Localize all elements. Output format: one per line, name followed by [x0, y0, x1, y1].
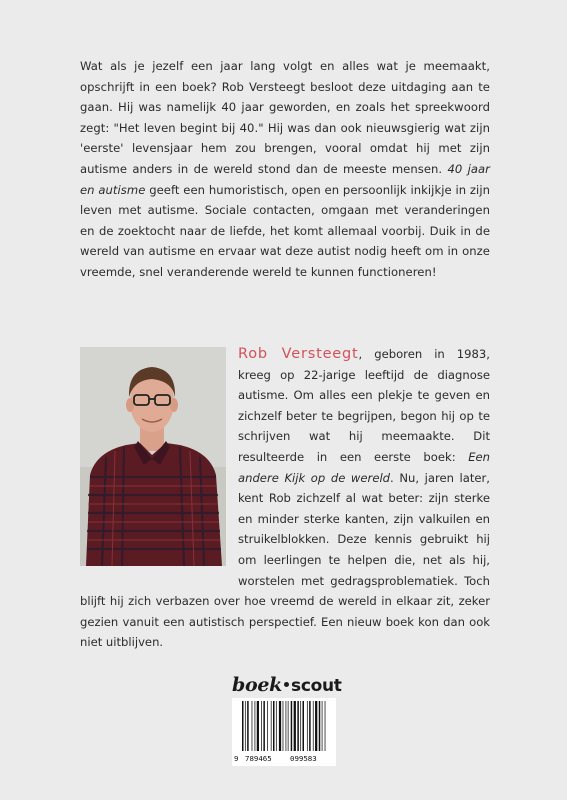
barcode-digits-right: 099583: [290, 754, 317, 763]
logo-text-scout: scout: [291, 676, 342, 696]
author-bio: [80, 344, 490, 653]
logo-text-boek: boek: [232, 674, 283, 696]
barcode-digits: [232, 754, 336, 765]
logo-dot-icon: [284, 682, 289, 687]
isbn-barcode: [232, 698, 336, 766]
barcode-bars-icon: [236, 701, 332, 753]
blurb-text-1: Wat als je jezelf een jaar lang volgt en alles wat je meemaakt, opschrijft in een boek? Rob Versteegt besloot deze uitdaging aan te gaan. Hij was namelijk 40 jaar geworden, en zoals het spreekwoord zegt: "Het leven begint bij 40." Hij was dan ook nieuwsgierig wat zijn 'eerste' levensjaar hem zou brengen, vooral omdat hij met zijn autisme anders in de wereld stond dan de meeste mensen.: [80, 59, 490, 176]
publisher-logo: [232, 674, 342, 698]
first-book-title-italic: Een andere Kijk op de wereld: [238, 449, 490, 485]
back-cover-blurb: [80, 56, 490, 283]
bio-text-1: , geboren in 1983, kreeg op 22-jarige leeftijd de diagnose autisme. Om alles een plekje te geven en zichzelf beter te begrijpen, begon hij op te schrijven wat hij meemaakte. Dit resulteerde in een eerste boek:: [238, 347, 490, 464]
blurb-text-2: geeft een humoristisch, open en persoonlijk inkijkje in zijn leven met autisme. Sociale contacten, omgaan met veranderingen en de zoektocht naar de liefde, het komt allemaal voorbij. Duik in de wereld van autisme en ervaar wat deze autist nodig heeft om in onze vreemde, snel veranderende wereld te kunnen functioneren!: [80, 182, 490, 279]
barcode-digit-first: 9: [234, 754, 239, 763]
bio-text-2: . Nu, jaren later, kent Rob zichzelf al wat beter: zijn sterke en minder sterke kanten, zijn valkuilen en struikelblokken. Deze kennis gebruikt hij om leerlingen te helpen die, net als hij, worstelen met gedragsproblematiek. Toch blijft hij zich verbazen over hoe vreemd de wereld in elkaar zit, zeker gezien vanuit een autistisch perspectief. Een nieuw boek kon dan ook niet uitblijven.: [80, 470, 490, 650]
book-title-italic: 40 jaar en autisme: [80, 161, 490, 197]
author-name: Rob Versteegt: [238, 346, 359, 362]
barcode-digits-left: 789465: [245, 754, 272, 763]
